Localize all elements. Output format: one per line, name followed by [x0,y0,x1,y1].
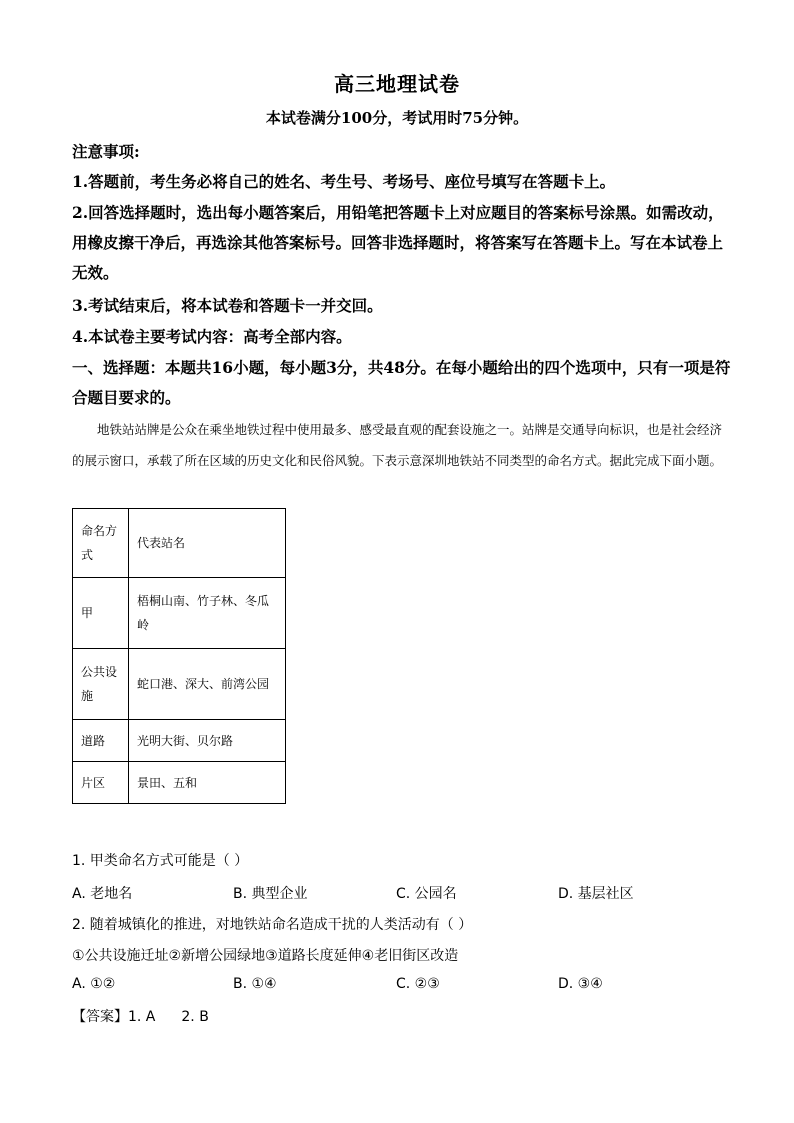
table-cell: 景田、五和 [129,762,286,804]
notice-item-3: 3.考试结束后，将本试卷和答题卡一并交回。 [72,296,383,315]
notice-item-1: 1.答题前，考生务必将自己的姓名、考生号、考场号、座位号填写在答题卡上。 [72,172,616,191]
q2-option-c: C. ②③ [396,976,440,992]
q2-option-a: A. ①② [72,976,116,992]
table-header-cell: 代表站名 [129,509,286,578]
table-row [73,762,286,804]
notice-item-2: 2.回答选择题时，选出每小题答案后，用铅笔把答题卡上对应题目的答案标号涂黑。如需改动，用橡皮擦干净后，再选涂其他答案标号。回答非选择题时，将答案写在答题卡上。写在本试卷上无效。 [72,203,724,282]
table-cell: 光明大街、贝尔路 [129,720,286,762]
table-header-row [73,509,286,578]
answer-2: 2. B [181,1009,209,1025]
question-2-stem: 2. 随着城镇化的推进，对地铁站命名造成干扰的人类活动有（ ） [72,917,473,933]
answer-tag: 【答案】 [72,1009,128,1025]
q1-option-a: A. 老地名 [72,886,133,902]
q2-option-d: D. ③④ [558,976,603,992]
answer-1: 1. A [128,1009,156,1025]
q1-option-d: D. 基层社区 [558,886,634,902]
table-cell: 道路 [73,720,129,762]
naming-table [72,508,286,804]
answer-line [72,1006,209,1026]
page-title: 高三地理试卷 [334,72,460,96]
section-heading: 一、选择题：本题共16小题，每小题3分，共48分。在每小题给出的四个选项中，只有一项是符合题目要求的。 [72,358,731,407]
table-cell: 片区 [73,762,129,804]
q1-option-c: C. 公园名 [396,886,457,902]
table-cell: 甲 [73,578,129,649]
table-row [73,649,286,720]
table-row [73,578,286,649]
exam-subtitle: 本试卷满分100分，考试用时75分钟。 [265,109,529,127]
table-cell: 蛇口港、深大、前湾公园 [129,649,286,720]
table-row [73,720,286,762]
question-2-statements: ①公共设施迁址②新增公园绿地③道路长度延伸④老旧街区改造 [72,948,459,964]
table-cell: 梧桐山南、竹子林、冬瓜岭 [129,578,286,649]
q2-option-b: B. ①④ [233,976,277,992]
q1-option-b: B. 典型企业 [233,886,308,902]
passage-text: 地铁站站牌是公众在乘坐地铁过程中使用最多、感受最直观的配套设施之一。站牌是交通导向标识，也是社会经济的展示窗口，承载了所在区域的历史文化和民俗风貌。下表示意深圳地铁站不同类型的命名方式。据此完成下面小题。 [72,422,723,468]
question-1-stem: 1. 甲类命名方式可能是（ ） [72,853,249,869]
table-header-cell: 命名方式 [73,509,129,578]
notice-item-4: 4.本试卷主要考试内容：高考全部内容。 [72,327,352,346]
table-cell: 公共设施 [73,649,129,720]
notice-heading: 注意事项: [72,142,140,161]
